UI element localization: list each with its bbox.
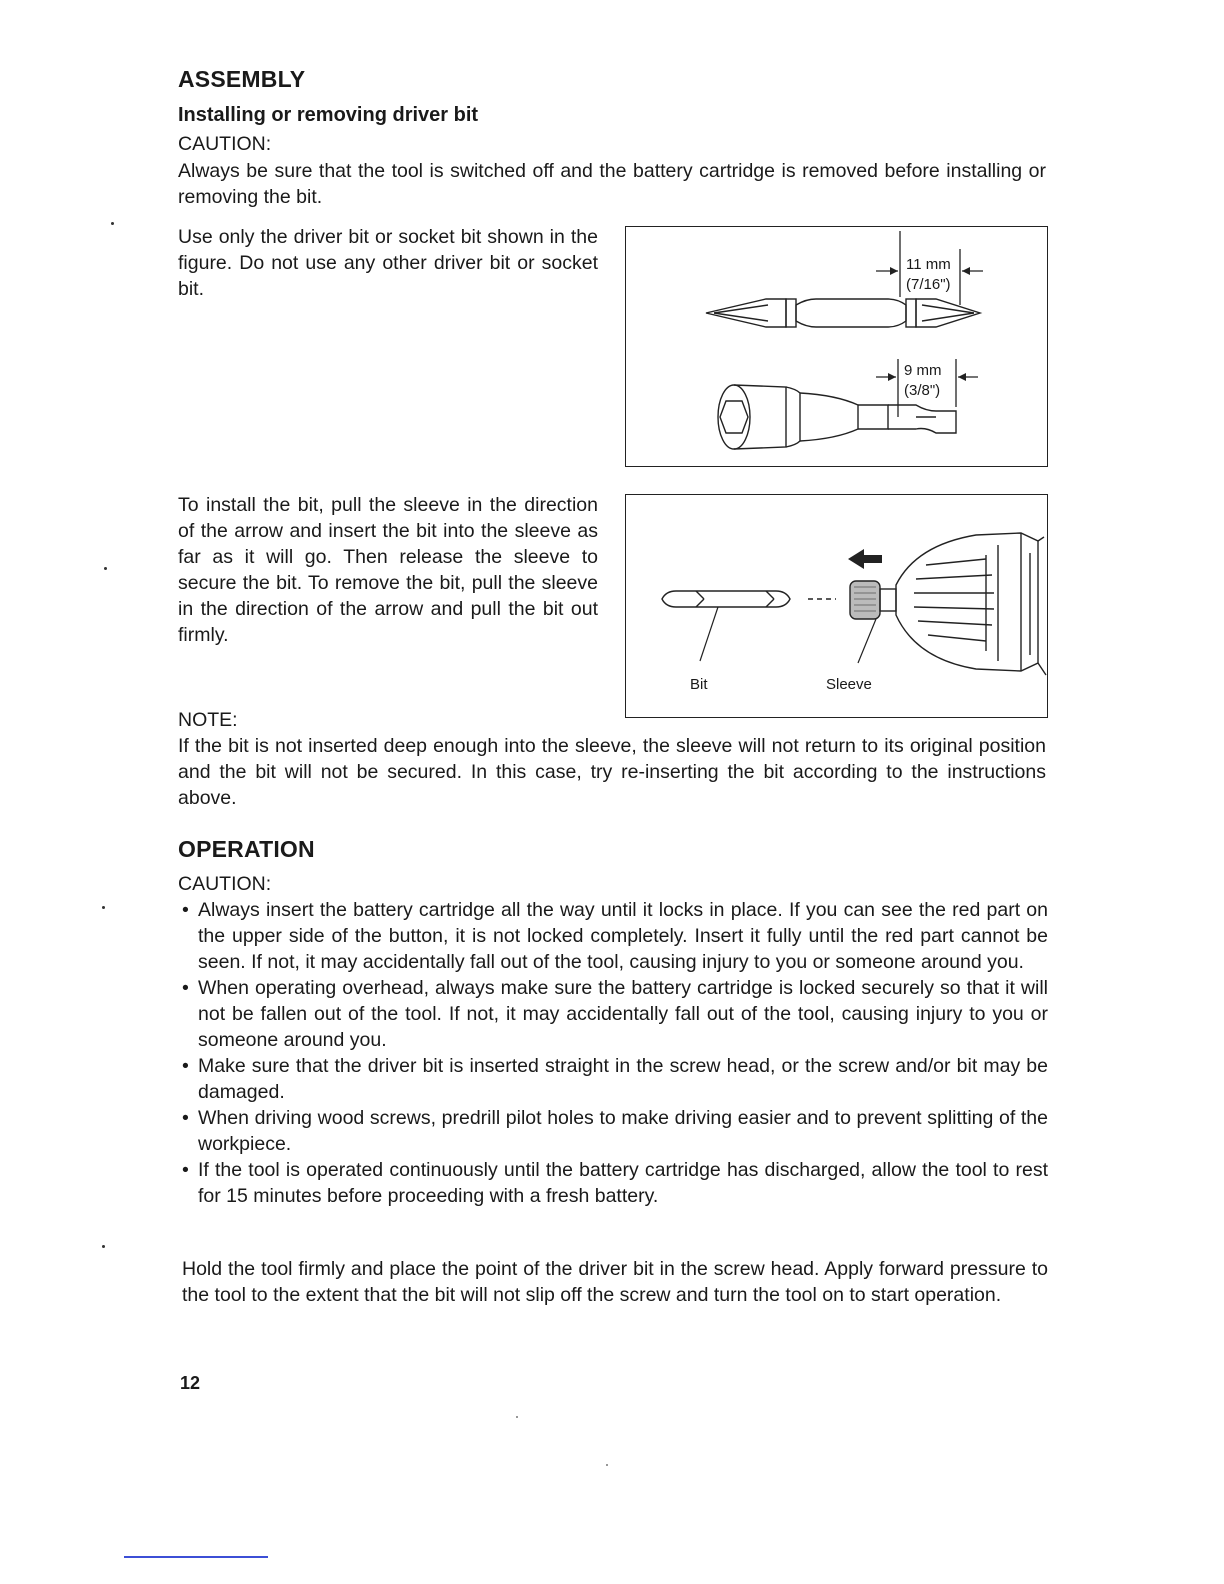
operation-caution-list — [182, 897, 1048, 1209]
bit-label: Bit — [690, 676, 708, 693]
sleeve-label: Sleeve — [826, 676, 872, 693]
dim-11mm-label: 11 mm — [906, 256, 951, 273]
scan-dot — [104, 567, 107, 570]
bit-insertion-drawing — [626, 495, 1047, 717]
bit-usage-text: Use only the driver bit or socket bit shown in the figure. Do not use any other driver bit or socket bit. — [178, 226, 598, 300]
caution-bullet: • When operating overhead, always make sure the battery cartridge is locked securely so that it will not be fallen out of the tool. If not, it may accidentally fall out of the tool, causing injury to you or someone around you. — [182, 975, 1048, 1053]
scan-dot — [516, 1416, 518, 1418]
assembly-caution-label: CAUTION: — [178, 133, 272, 155]
installing-bit-subheading: Installing or removing driver bit — [178, 104, 479, 126]
dim-7-16in-label: (7/16") — [906, 276, 951, 293]
scan-dot — [102, 906, 105, 909]
install-instructions-text: To install the bit, pull the sleeve in the direction of the arrow and insert the bit into the sleeve as far as it will go. Then release the sleeve to secure the bit. To remove the bit, pull the sleeve in the direction of the arrow and pull the bit out firmly. — [178, 494, 598, 646]
dim-9mm-label: 9 mm — [904, 362, 942, 379]
note-label: NOTE: — [178, 709, 238, 731]
page-number: 12 — [180, 1373, 201, 1393]
assembly-heading: ASSEMBLY — [178, 66, 306, 92]
scan-dot — [102, 1245, 105, 1248]
dim-3-8in-label: (3/8") — [904, 382, 941, 399]
caution-bullet: • Make sure that the driver bit is inserted straight in the screw head, or the screw and/or bit may be damaged. — [182, 1053, 1048, 1105]
caution-bullet: • Always insert the battery cartridge all the way until it locks in place. If you can see the red part on the upper side of the button, it is not locked completely. Insert it fully until the red part cannot be seen. If not, it may accidentally fall out of the tool, causing injury to you or someone around you. — [182, 897, 1048, 975]
pull-direction-arrow — [848, 549, 882, 569]
operation-caution-label: CAUTION: — [178, 873, 272, 895]
note-text: If the bit is not inserted deep enough into the sleeve, the sleeve will not return to its original position and the bit will not be secured. In this case, try re-inserting the bit according to the instructions above. — [178, 735, 1046, 809]
operation-heading: OPERATION — [178, 836, 315, 862]
scan-dot — [606, 1464, 608, 1466]
bit-shape — [662, 591, 790, 607]
caution-bullet: • If the tool is operated continuously until the battery cartridge has discharged, allow the tool to rest for 15 minutes before proceeding with a fresh battery. — [182, 1157, 1048, 1209]
caution-bullet: • When driving wood screws, predrill pilot holes to make driving easier and to prevent splitting of the workpiece. — [182, 1105, 1048, 1157]
tool-chuck-shape — [896, 533, 1046, 675]
scan-dot — [111, 222, 114, 225]
bit-insertion-figure — [625, 494, 1048, 718]
assembly-caution-text: Always be sure that the tool is switched off and the battery cartridge is removed before installing or removing the bit. — [178, 160, 1046, 208]
driver-bit-shape — [706, 299, 980, 327]
bit-dimensions-drawing — [626, 227, 1047, 466]
footer-rule — [124, 1556, 268, 1558]
operation-final-text: Hold the tool firmly and place the point of the driver bit in the screw head. Apply forward pressure to the tool to the extent that the bit will not slip off the screw and turn the tool on to start operation. — [182, 1258, 1048, 1306]
bit-dimensions-figure — [625, 226, 1048, 467]
